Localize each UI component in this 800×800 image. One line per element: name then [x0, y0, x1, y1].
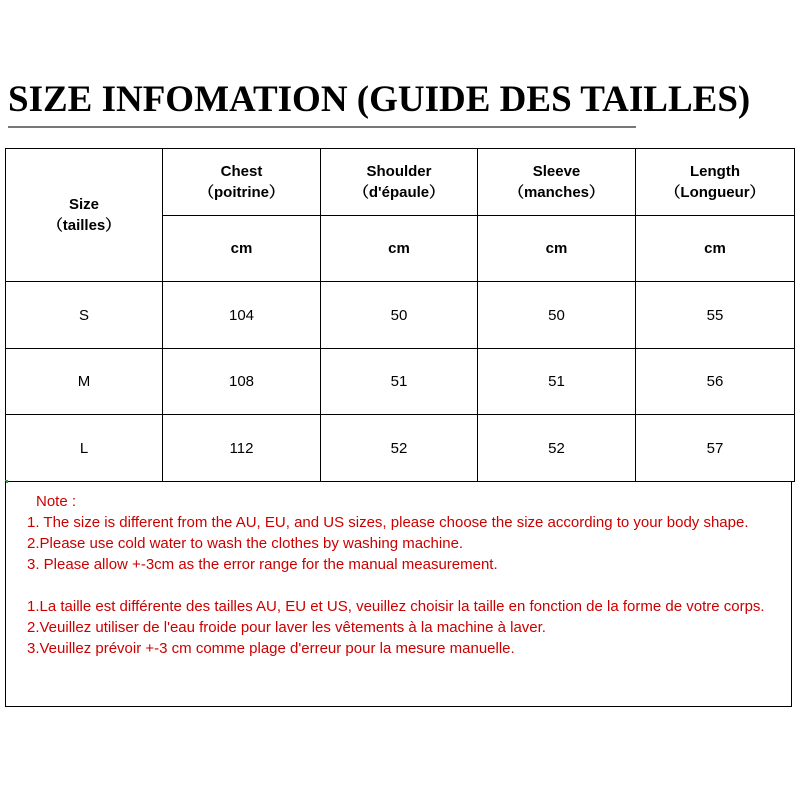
- table-row: [6, 349, 795, 415]
- size-header-label: Size: [68, 196, 99, 213]
- length-value-cell: 55: [636, 282, 795, 349]
- notes-title: Note :: [36, 493, 77, 510]
- header-row: [6, 149, 795, 216]
- size-cell: L: [6, 415, 163, 482]
- chest-value-cell: 104: [163, 282, 321, 349]
- note-en-3: 3. Please allow +-3cm as the error range for the manual measurement.: [27, 556, 498, 573]
- sleeve-header-sublabel: （manches）: [508, 184, 605, 201]
- table-row: [6, 282, 795, 349]
- note-fr-1: 1.La taille est différente des tailles AU, EU et US, veuillez choisir la taille en fonction de la forme de votre corps.: [27, 598, 765, 615]
- length-value-cell: 56: [636, 349, 795, 415]
- title-divider: [8, 126, 636, 128]
- sleeve-value-cell: 51: [478, 349, 636, 415]
- shoulder-header-sublabel: （d'épaule）: [353, 184, 445, 201]
- note-fr-3: 3.Veuillez prévoir +-3 cm comme plage d'erreur pour la mesure manuelle.: [27, 640, 515, 657]
- chest-value-cell: 112: [163, 415, 321, 482]
- shoulder-header-label: Shoulder: [366, 163, 432, 180]
- length-header-cell: [636, 149, 795, 216]
- sleeve-header-label: Sleeve: [532, 163, 581, 180]
- length-value-cell: 57: [636, 415, 795, 482]
- chest-header-sublabel: （poitrine）: [199, 184, 284, 201]
- length-header-label: Length: [690, 163, 740, 180]
- size-cell: S: [6, 282, 163, 349]
- size-chart-table: [5, 148, 795, 482]
- shoulder-header-cell: [321, 149, 478, 216]
- note-fr-2: 2.Veuillez utiliser de l'eau froide pour laver les vêtements à la machine à laver.: [27, 619, 546, 636]
- table-row: [6, 415, 795, 482]
- shoulder-unit-cell: cm: [321, 216, 478, 282]
- page-title: SIZE INFOMATION (GUIDE DES TAILLES): [8, 79, 751, 120]
- note-en-2: 2.Please use cold water to wash the clothes by washing machine.: [27, 535, 464, 552]
- length-header-sublabel: （Longueur）: [665, 184, 765, 201]
- note-en-1: 1. The size is different from the AU, EU, and US sizes, please choose the size according to your body shape.: [27, 514, 749, 531]
- shoulder-value-cell: 52: [321, 415, 478, 482]
- chest-header-cell: [163, 149, 321, 216]
- shoulder-value-cell: 51: [321, 349, 478, 415]
- notes-spacer: [27, 575, 791, 596]
- sleeve-header-cell: [478, 149, 636, 216]
- chest-value-cell: 108: [163, 349, 321, 415]
- sleeve-unit-cell: cm: [478, 216, 636, 282]
- sleeve-value-cell: 52: [478, 415, 636, 482]
- size-header-cell: [6, 149, 163, 282]
- size-cell: M: [6, 349, 163, 415]
- chest-header-label: Chest: [220, 163, 263, 180]
- shoulder-value-cell: 50: [321, 282, 478, 349]
- sleeve-value-cell: 50: [478, 282, 636, 349]
- chest-unit-cell: cm: [163, 216, 321, 282]
- notes-box: [5, 481, 792, 707]
- length-unit-cell: cm: [636, 216, 795, 282]
- size-header-sublabel: （tailles）: [47, 217, 121, 234]
